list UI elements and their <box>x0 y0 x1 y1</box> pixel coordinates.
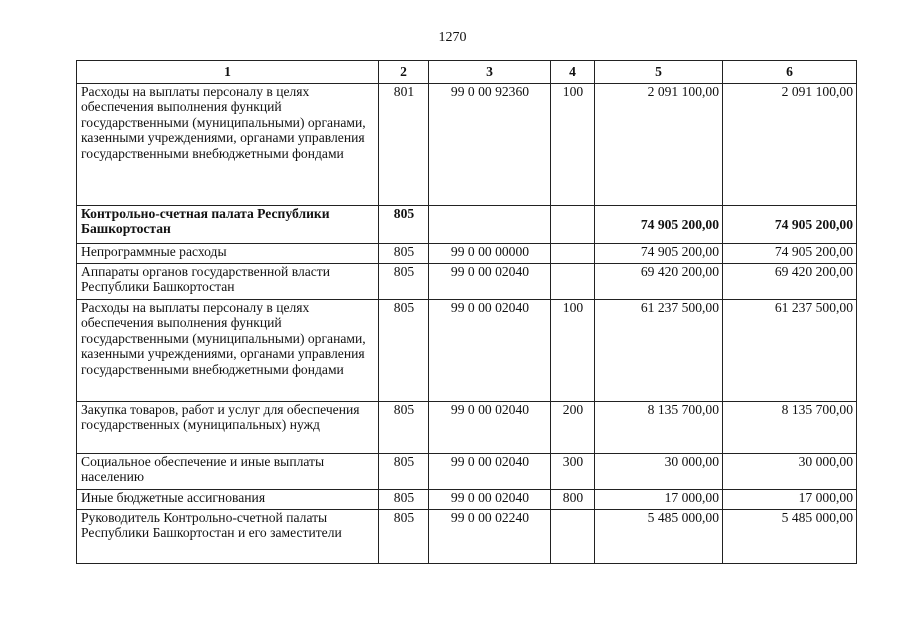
header-row <box>77 61 857 84</box>
row-name: Аппараты органов государственной власти Республики Башкортостан <box>77 264 379 300</box>
row-ministry-code: 805 <box>379 490 429 510</box>
page-number: 1270 <box>438 30 467 45</box>
row-expense-type <box>551 244 595 264</box>
row-amount-5: 2 091 100,00 <box>595 84 723 206</box>
table-row <box>77 264 857 300</box>
row-target-article: 99 0 00 02040 <box>429 264 551 300</box>
row-target-article: 99 0 00 02040 <box>429 454 551 490</box>
row-expense-type: 300 <box>551 454 595 490</box>
row-amount-6: 2 091 100,00 <box>723 84 857 206</box>
table-row <box>77 84 857 206</box>
table-row <box>77 510 857 564</box>
row-name: Иные бюджетные ассигнования <box>77 490 379 510</box>
row-expense-type: 100 <box>551 84 595 206</box>
row-name: Социальное обеспечение и иные выплаты населению <box>77 454 379 490</box>
row-name: Расходы на выплаты персоналу в целях обеспечения выполнения функций государственными (муниципальными) органами, казенными учреждениями, органами управления государственными внебюджетными фондами <box>77 84 379 206</box>
header-col-1: 1 <box>77 61 379 84</box>
row-target-article: 99 0 00 92360 <box>429 84 551 206</box>
row-amount-5: 61 237 500,00 <box>595 300 723 402</box>
row-target-article: 99 0 00 02040 <box>429 490 551 510</box>
table-body <box>77 84 857 564</box>
row-amount-6: 8 135 700,00 <box>723 402 857 454</box>
row-name: Закупка товаров, работ и услуг для обеспечения государственных (муниципальных) нужд <box>77 402 379 454</box>
row-amount-5: 30 000,00 <box>595 454 723 490</box>
row-amount-6: 61 237 500,00 <box>723 300 857 402</box>
row-amount-6: 30 000,00 <box>723 454 857 490</box>
table-row <box>77 454 857 490</box>
row-ministry-code: 805 <box>379 402 429 454</box>
row-name: Руководитель Контрольно-счетной палаты Республики Башкортостан и его заместители <box>77 510 379 564</box>
row-amount-5: 8 135 700,00 <box>595 402 723 454</box>
row-name: Расходы на выплаты персоналу в целях обеспечения выполнения функций государственными (муниципальными) органами, казенными учреждениями, органами управления государственными внебюджетными фондами <box>77 300 379 402</box>
row-target-article: 99 0 00 02040 <box>429 402 551 454</box>
row-name: Контрольно-счетная палата Республики Башкортостан <box>77 206 379 244</box>
row-amount-5: 5 485 000,00 <box>595 510 723 564</box>
row-amount-6: 69 420 200,00 <box>723 264 857 300</box>
header-col-6: 6 <box>723 61 857 84</box>
row-ministry-code: 805 <box>379 300 429 402</box>
row-ministry-code: 805 <box>379 510 429 564</box>
row-amount-6: 74 905 200,00 <box>723 244 857 264</box>
row-amount-5: 74 905 200,00 <box>595 206 723 244</box>
row-expense-type <box>551 510 595 564</box>
row-expense-type <box>551 206 595 244</box>
row-amount-6: 5 485 000,00 <box>723 510 857 564</box>
row-ministry-code: 805 <box>379 454 429 490</box>
header-col-4: 4 <box>551 61 595 84</box>
budget-table <box>76 60 857 564</box>
row-expense-type: 200 <box>551 402 595 454</box>
header-col-3: 3 <box>429 61 551 84</box>
row-name: Непрограммные расходы <box>77 244 379 264</box>
header-col-5: 5 <box>595 61 723 84</box>
row-ministry-code: 805 <box>379 244 429 264</box>
table-row <box>77 206 857 244</box>
row-expense-type: 800 <box>551 490 595 510</box>
table-header <box>77 61 857 84</box>
row-ministry-code: 805 <box>379 264 429 300</box>
row-target-article <box>429 206 551 244</box>
row-amount-5: 74 905 200,00 <box>595 244 723 264</box>
row-amount-5: 69 420 200,00 <box>595 264 723 300</box>
row-target-article: 99 0 00 00000 <box>429 244 551 264</box>
row-ministry-code: 805 <box>379 206 429 244</box>
row-target-article: 99 0 00 02240 <box>429 510 551 564</box>
row-expense-type <box>551 264 595 300</box>
header-col-2: 2 <box>379 61 429 84</box>
table-row <box>77 300 857 402</box>
row-ministry-code: 801 <box>379 84 429 206</box>
row-amount-5: 17 000,00 <box>595 490 723 510</box>
row-expense-type: 100 <box>551 300 595 402</box>
row-target-article: 99 0 00 02040 <box>429 300 551 402</box>
row-amount-6: 74 905 200,00 <box>723 206 857 244</box>
table-row <box>77 490 857 510</box>
table-row <box>77 402 857 454</box>
row-amount-6: 17 000,00 <box>723 490 857 510</box>
table-row <box>77 244 857 264</box>
